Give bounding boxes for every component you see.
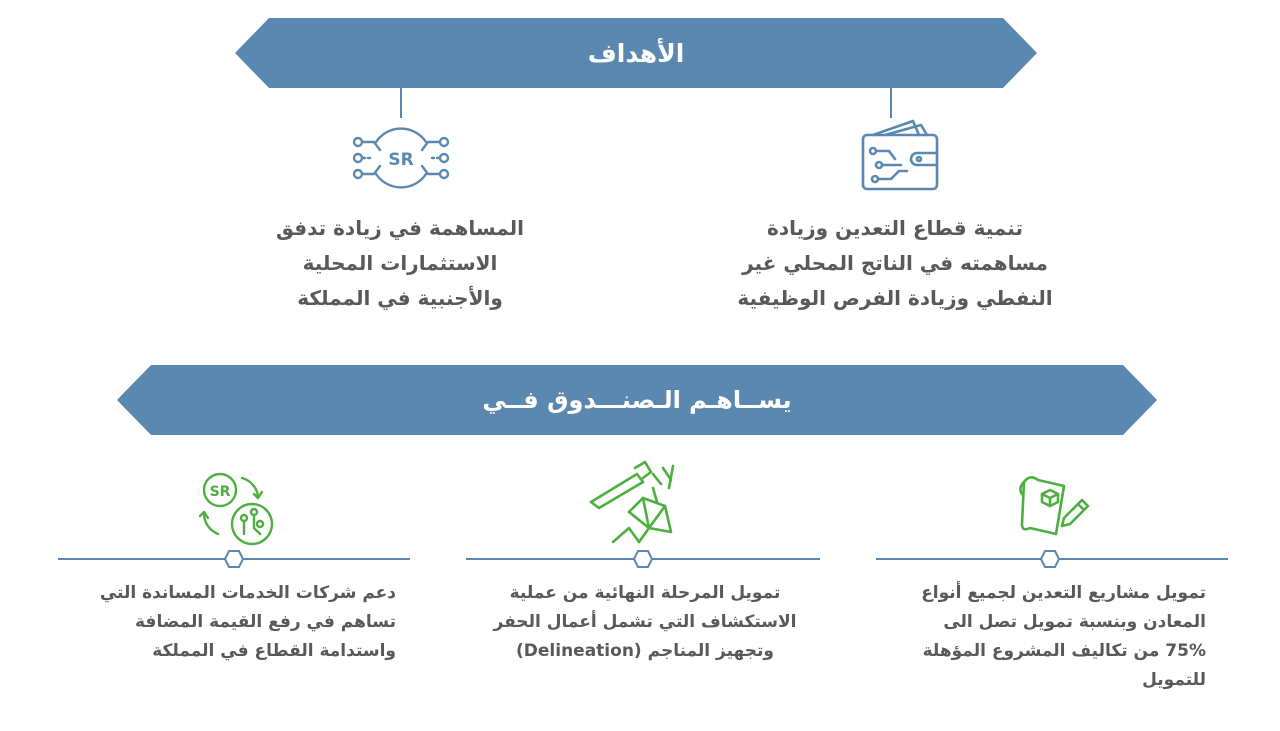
role-node-left xyxy=(224,550,244,568)
objectives-banner xyxy=(235,18,1037,88)
sr-circuit-icon xyxy=(350,120,452,196)
wallet-circuit-icon xyxy=(855,115,945,195)
objectives-title: الأهداف xyxy=(587,38,685,68)
role-text-exploration: تمويل المرحلة النهائية من عملية الاستكشاف التي تشمل أعمال الحفر وتجهيز المناجم (Delineation) xyxy=(493,583,797,661)
role-node-right xyxy=(1040,550,1060,568)
svg-text:SR: SR xyxy=(209,484,231,500)
role-node-middle xyxy=(633,550,653,568)
contribution-banner xyxy=(117,365,1157,435)
svg-text:SR: SR xyxy=(388,150,414,170)
goal-connector-left xyxy=(400,88,402,118)
contribution-title: يســاهـم الـصنـــدوق فــي xyxy=(482,386,792,414)
role-text-mining-projects: تمويل مشاريع التعدين لجميع أنواع المعادن وبنسبة تمويل تصل الى 75% من تكاليف المشروع المؤهلة للتمويل xyxy=(921,583,1206,690)
role-text-support-services: دعم شركات الخدمات المساندة التي تساهم في رفع القيمة المضافة واستدامة القطاع في المملكة xyxy=(99,583,396,661)
blueprint-map-icon xyxy=(1016,472,1096,542)
sr-cycle-circuit-icon xyxy=(196,470,280,550)
pickaxe-rock-icon xyxy=(583,458,683,546)
goal-connector-right xyxy=(890,88,892,118)
goal-text-investment-flow: المساهمة في زيادة تدفق الاستثمارات المحلية والأجنبية في المملكة xyxy=(275,216,525,310)
goal-text-mining-sector: تنمية قطاع التعدين وزيادة مساهمته في الناتج المحلي غير النفطي وزيادة الفرص الوظيفية xyxy=(737,216,1053,310)
